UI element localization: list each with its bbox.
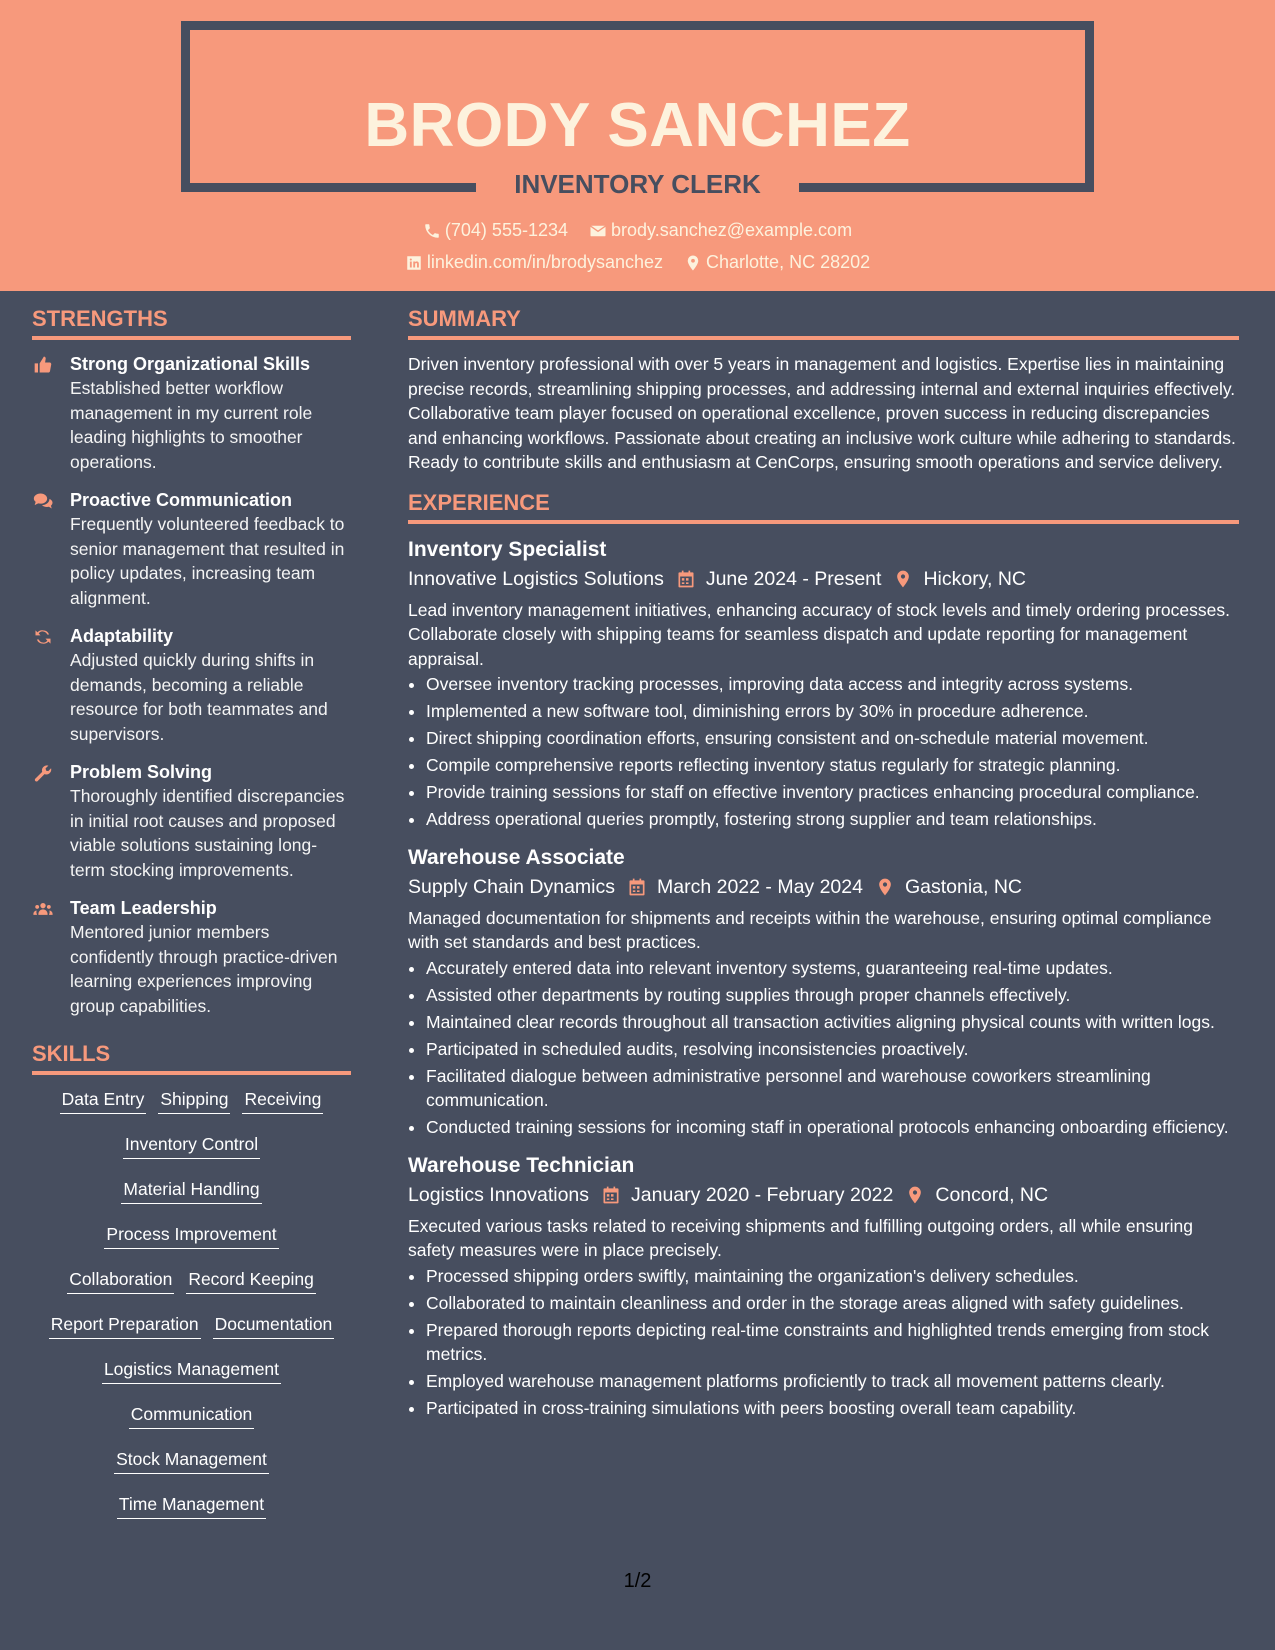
- strength-item: [32, 352, 351, 474]
- calendar-icon: [601, 1185, 621, 1205]
- location-item: [684, 252, 870, 273]
- strengths-heading: STRENGTHS: [32, 305, 351, 340]
- skill-tag: Material Handling: [121, 1177, 261, 1204]
- skill-tag: Receiving: [242, 1087, 323, 1114]
- job-role: Warehouse Associate: [408, 845, 625, 869]
- map-marker-icon: [893, 569, 913, 589]
- skills-heading: SKILLS: [32, 1040, 351, 1075]
- skill-tag: Communication: [129, 1402, 255, 1429]
- linkedin-item[interactable]: [405, 252, 663, 273]
- strength-desc: Thoroughly identified discrepancies in initial root causes and proposed viable solutions sustaining long-term stocking improvements.: [70, 786, 345, 880]
- skill-tag: Report Preparation: [49, 1312, 201, 1339]
- strength-desc: Frequently volunteered feedback to senior management that resulted in policy updates, increasing team alignment.: [70, 514, 345, 608]
- job-bullet: • Processed shipping orders swiftly, maintaining the organization's delivery schedules.: [426, 1264, 1239, 1289]
- job-bullet: • Provide training sessions for staff on effective inventory practices enhancing procedural compliance.: [426, 780, 1239, 805]
- job-description: Executed various tasks related to receiving shipments and fulfilling outgoing orders, all while ensuring safety measures were in place precisely.: [408, 1215, 1194, 1261]
- map-marker-icon: [905, 1185, 925, 1205]
- job-entry: [408, 536, 1239, 832]
- job-bullet: • Conducted training sessions for incoming staff in operational protocols enhancing onboarding efficiency.: [426, 1115, 1239, 1140]
- job-bullets: [408, 956, 1239, 1140]
- strength-title: Proactive Communication: [70, 490, 293, 510]
- job-dates: June 2024 - Present: [705, 567, 882, 590]
- job-company: Logistics Innovations: [408, 1183, 590, 1206]
- candidate-name: BRODY SANCHEZ: [364, 91, 911, 160]
- header: [0, 0, 1275, 291]
- skill-tag: Collaboration: [67, 1267, 174, 1294]
- job-bullets: [408, 672, 1239, 832]
- map-marker-icon: [684, 254, 702, 272]
- thumbs-up-icon: [32, 355, 54, 375]
- strength-title: Problem Solving: [70, 762, 213, 782]
- job-entry: [408, 844, 1239, 1140]
- contact-row-2: [0, 252, 1275, 277]
- job-bullet: • Compile comprehensive reports reflecting inventory status regularly for strategic planning.: [426, 753, 1239, 778]
- sync-icon: [32, 627, 54, 647]
- strength-title: Adaptability: [70, 626, 174, 646]
- job-title: INVENTORY CLERK: [476, 164, 799, 204]
- skill-tag: Logistics Management: [102, 1357, 281, 1384]
- job-bullet: • Address operational queries promptly, fostering strong supplier and team relationships.: [426, 807, 1239, 832]
- strength-item: [32, 488, 351, 610]
- job-bullet: • Collaborated to maintain cleanliness and order in the storage areas aligned with safety guidelines.: [426, 1291, 1239, 1316]
- calendar-icon: [676, 569, 696, 589]
- map-marker-icon: [875, 877, 895, 897]
- strength-item: [32, 896, 351, 1018]
- job-bullet: • Oversee inventory tracking processes, improving data access and integrity across systems.: [426, 672, 1239, 697]
- location-text: Charlotte, NC 28202: [706, 252, 871, 272]
- skill-tag: Stock Management: [114, 1447, 269, 1474]
- wrench-icon: [32, 763, 54, 783]
- job-meta: [408, 1180, 1239, 1210]
- strength-desc: Mentored junior members confidently through practice-driven learning experiences improving group capabilities.: [70, 922, 338, 1016]
- skill-tag: Record Keeping: [186, 1267, 316, 1294]
- job-company: Supply Chain Dynamics: [408, 875, 616, 898]
- job-dates: March 2022 - May 2024: [657, 875, 863, 898]
- left-column: [32, 305, 351, 1537]
- phone-icon: [423, 222, 441, 240]
- skills-list: [32, 1087, 351, 1522]
- job-bullets: [408, 1264, 1239, 1421]
- job-location: Concord, NC: [935, 1183, 1049, 1206]
- skill-tag: Shipping: [158, 1087, 230, 1114]
- strength-desc: Established better workflow management in my current role leading highlights to smoother operations.: [70, 378, 313, 472]
- users-icon: [32, 899, 54, 919]
- job-location: Gastonia, NC: [904, 875, 1023, 898]
- right-column: [408, 305, 1239, 1433]
- comments-icon: [32, 491, 54, 511]
- job-bullet: • Maintained clear records throughout all transaction activities aligning physical counts with written logs.: [426, 1010, 1239, 1035]
- skill-tag: Time Management: [117, 1492, 266, 1519]
- job-meta: [408, 872, 1239, 902]
- calendar-icon: [627, 877, 647, 897]
- job-company: Innovative Logistics Solutions: [408, 567, 664, 590]
- job-location: Hickory, NC: [923, 567, 1027, 590]
- summary-text: Driven inventory professional with over 5 years in management and logistics. Expertise lies in maintaining precise records, streamlining shipping processes, and addressing internal and external inquiries effectively. Collaborative team player focused on operational excellence, proven success in reducing discrepancies and enhancing workflows. Passionate about creating an inclusive work culture while adhering to standards. Ready to contribute skills and enthusiasm at CenCorps, ensuring smooth operations and service delivery.: [408, 354, 1236, 473]
- email-item[interactable]: [589, 220, 852, 241]
- strength-title: Team Leadership: [70, 898, 217, 918]
- phone-text: (704) 555-1234: [444, 220, 568, 240]
- phone-item[interactable]: [423, 220, 568, 241]
- job-bullet: • Direct shipping coordination efforts, ensuring consistent and on-schedule material movement.: [426, 726, 1239, 751]
- skill-tag: Documentation: [213, 1312, 335, 1339]
- skill-tag: Data Entry: [60, 1087, 147, 1114]
- job-bullet: • Facilitated dialogue between administrative personnel and warehouse coworkers streamlining communication.: [426, 1064, 1239, 1113]
- summary-heading: SUMMARY: [408, 305, 1239, 340]
- job-bullet: • Employed warehouse management platforms proficiently to track all movement patterns clearly.: [426, 1369, 1239, 1394]
- strength-title: Strong Organizational Skills: [70, 354, 311, 374]
- job-entry: [408, 1152, 1239, 1421]
- skill-tag: Process Improvement: [104, 1222, 278, 1249]
- job-description: Lead inventory management initiatives, enhancing accuracy of stock levels and timely ordering processes. Collaborate closely with shipping teams for seamless dispatch and update reporting for management appraisal.: [408, 599, 1230, 669]
- strength-desc: Adjusted quickly during shifts in demands, becoming a reliable resource for both teammates and supervisors.: [70, 650, 328, 744]
- strength-item: [32, 624, 351, 746]
- job-role: Warehouse Technician: [408, 1153, 635, 1177]
- job-bullet: • Prepared thorough reports depicting real-time constraints and highlighted trends emerging from stock metrics.: [426, 1318, 1239, 1367]
- job-role: Inventory Specialist: [408, 537, 607, 561]
- linkedin-icon: [405, 254, 423, 272]
- job-bullet: • Assisted other departments by routing supplies through proper channels effectively.: [426, 983, 1239, 1008]
- job-bullet: • Implemented a new software tool, diminishing errors by 30% in procedure adherence.: [426, 699, 1239, 724]
- contact-row-1: [0, 220, 1275, 245]
- job-bullet: • Participated in cross-training simulations with peers boosting overall team capability.: [426, 1396, 1239, 1421]
- page-number: 1/2: [623, 1570, 652, 1592]
- skill-tag: Inventory Control: [123, 1132, 260, 1159]
- job-description: Managed documentation for shipments and receipts within the warehouse, ensuring optimal compliance with set standards and best practices.: [408, 907, 1212, 953]
- job-meta: [408, 564, 1239, 594]
- envelope-icon: [589, 222, 607, 240]
- strength-item: [32, 760, 351, 882]
- linkedin-text: linkedin.com/in/brodysanchez: [426, 252, 664, 272]
- email-text: brody.sanchez@example.com: [611, 220, 853, 240]
- job-dates: January 2020 - February 2022: [631, 1183, 894, 1206]
- job-bullet: • Participated in scheduled audits, resolving inconsistencies proactively.: [426, 1037, 1239, 1062]
- experience-heading: EXPERIENCE: [408, 489, 1239, 524]
- job-bullet: • Accurately entered data into relevant inventory systems, guaranteeing real-time updates.: [426, 956, 1239, 981]
